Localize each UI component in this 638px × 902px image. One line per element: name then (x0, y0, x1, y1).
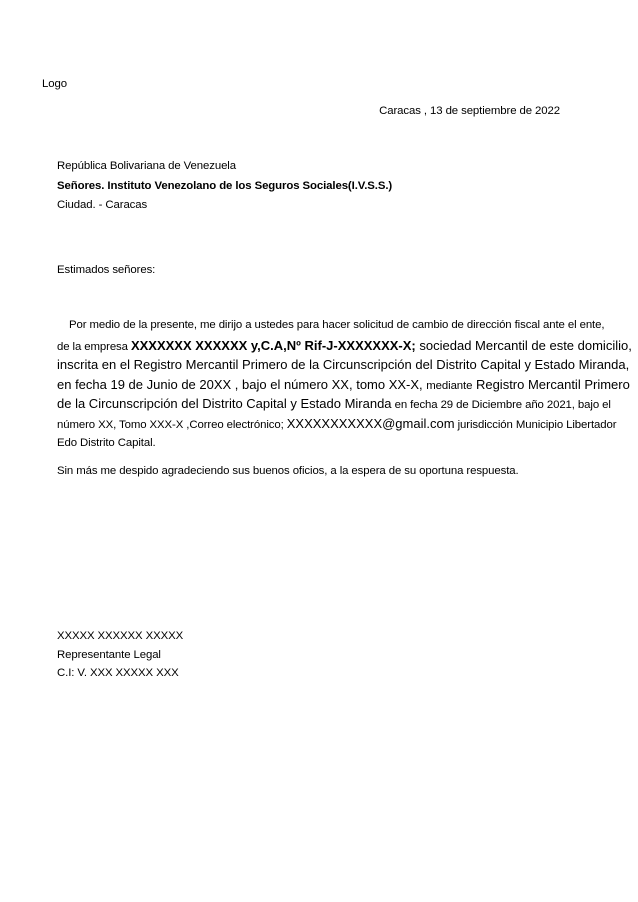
body-text: de la empresa (57, 340, 131, 353)
signatory-title: Representante Legal (57, 648, 161, 661)
closing-line: Sin más me despido agradeciendo sus buenos oficios, a la espera de su oportuna respuesta. (57, 465, 519, 477)
body-text: Registro Mercantil Primero (472, 376, 630, 392)
logo-placeholder: Logo (42, 78, 67, 90)
addressee-block (57, 157, 392, 216)
body-text: en fecha 29 de Diciembre año 2021, bajo el (391, 399, 611, 412)
signature-block (57, 627, 183, 683)
body-line (57, 394, 611, 414)
date-line: Caracas , 13 de septiembre de 2022 (379, 105, 560, 117)
company-name: XXXXXXX XXXXXX y,C.A,Nº Rif-J-XXXXXXX-X; (130, 337, 416, 353)
signatory-id: C.I: V. XXX XXXXX XXX (57, 667, 179, 679)
body-text: en fecha 19 de Junio de 20XX , bajo el número XX, tomo XX-X, (57, 376, 427, 392)
body-line: Edo Distrito Capital. (57, 436, 156, 449)
salutation: Estimados señores: (57, 264, 156, 276)
addressee-country: República Bolivariana de Venezuela (57, 160, 236, 172)
body-paragraph (57, 316, 632, 453)
body-text: número XX, Tomo XXX-X ,Correo electrónico; (57, 418, 287, 431)
body-line: inscrita en el Registro Mercantil Primero de la Circunscripción del Distrito Capital y Estado Miranda, (57, 357, 630, 373)
body-line (57, 375, 630, 395)
body-text: de la Circunscripción del Distrito Capital y Estado Miranda (57, 396, 392, 412)
body-text: sociedad Mercantil de este domicilio, (415, 337, 632, 353)
body-line (57, 414, 617, 434)
signatory-name: XXXXX XXXXXX XXXXX (57, 630, 184, 642)
body-text: jurisdicción Municipio Libertador (454, 418, 617, 431)
email-address: XXXXXXXXXXX@gmail.com (286, 415, 455, 431)
addressee-recipient: Señores. Instituto Venezolano de los Seguros Sociales(I.V.S.S.) (57, 179, 393, 192)
body-line (57, 336, 632, 356)
addressee-city: Ciudad. - Caracas (57, 199, 148, 211)
body-text: mediante (426, 379, 473, 392)
body-line: Por medio de la presente, me dirijo a ustedes para hacer solicitud de cambio de dirección fiscal ante el ente, (69, 319, 605, 331)
